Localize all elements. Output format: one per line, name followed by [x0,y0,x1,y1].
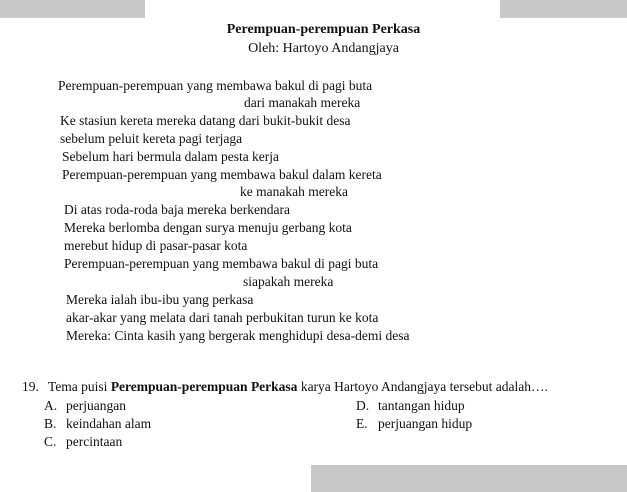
poem-line: akar-akar yang melata dari tanah perbukitan turun ke kota [66,310,379,325]
poem-line: Perempuan-perempuan yang membawa bakul dalam kereta [62,167,382,182]
option-letter: A. [44,398,58,413]
poem-line: Perempuan-perempuan yang membawa bakul di pagi buta [64,256,379,271]
option-text: keindahan alam [66,416,152,431]
poem-author: Oleh: Hartoyo Andangjaya [248,41,399,56]
question-suffix: karya Hartoyo Andangjaya tersebut adalah…. [300,379,548,394]
option-text: percintaan [66,434,123,449]
poem-line: Mereka: Cinta kasih yang bergerak menghidupi desa-demi desa [66,328,410,343]
option-b[interactable] [44,416,151,432]
poem-line: dari manakah mereka [244,95,361,110]
option-a[interactable] [44,398,126,414]
option-text: perjuangan [66,398,126,413]
question-19 [22,379,548,395]
option-d[interactable] [356,398,465,414]
question-prefix: Tema puisi [48,379,108,394]
gray-header-bar-right [500,0,627,18]
option-c[interactable] [44,434,122,450]
option-text: perjuangan hidup [378,416,473,431]
question-poem-title: Perempuan-perempuan Perkasa [110,379,298,394]
option-e[interactable] [356,416,472,432]
gray-footer-bar [311,465,627,492]
poem-line: merebut hidup di pasar-pasar kota [64,238,248,253]
option-letter: B. [44,416,57,431]
option-letter: D. [356,398,370,413]
question-number: 19. [22,379,39,394]
poem-line: Mereka ialah ibu-ibu yang perkasa [66,292,254,307]
poem-line: Di atas roda-roda baja mereka berkendara [64,202,290,217]
poem-line: sebelum peluit kereta pagi terjaga [60,131,243,146]
option-text: tantangan hidup [378,398,465,413]
poem-line: Ke stasiun kereta mereka datang dari bukit-bukit desa [60,113,351,128]
option-letter: C. [44,434,57,449]
poem-line: Perempuan-perempuan yang membawa bakul di pagi buta [58,78,373,93]
poem-line: Sebelum hari bermula dalam pesta kerja [62,149,280,164]
poem-line: siapakah mereka [243,274,334,289]
poem-title: Perempuan-perempuan Perkasa [226,22,421,37]
poem-line: Mereka berlomba dengan surya menuju gerbang kota [64,220,352,235]
option-letter: E. [356,416,368,431]
poem-line: ke manakah mereka [240,184,348,199]
gray-header-bar-left [0,0,145,18]
